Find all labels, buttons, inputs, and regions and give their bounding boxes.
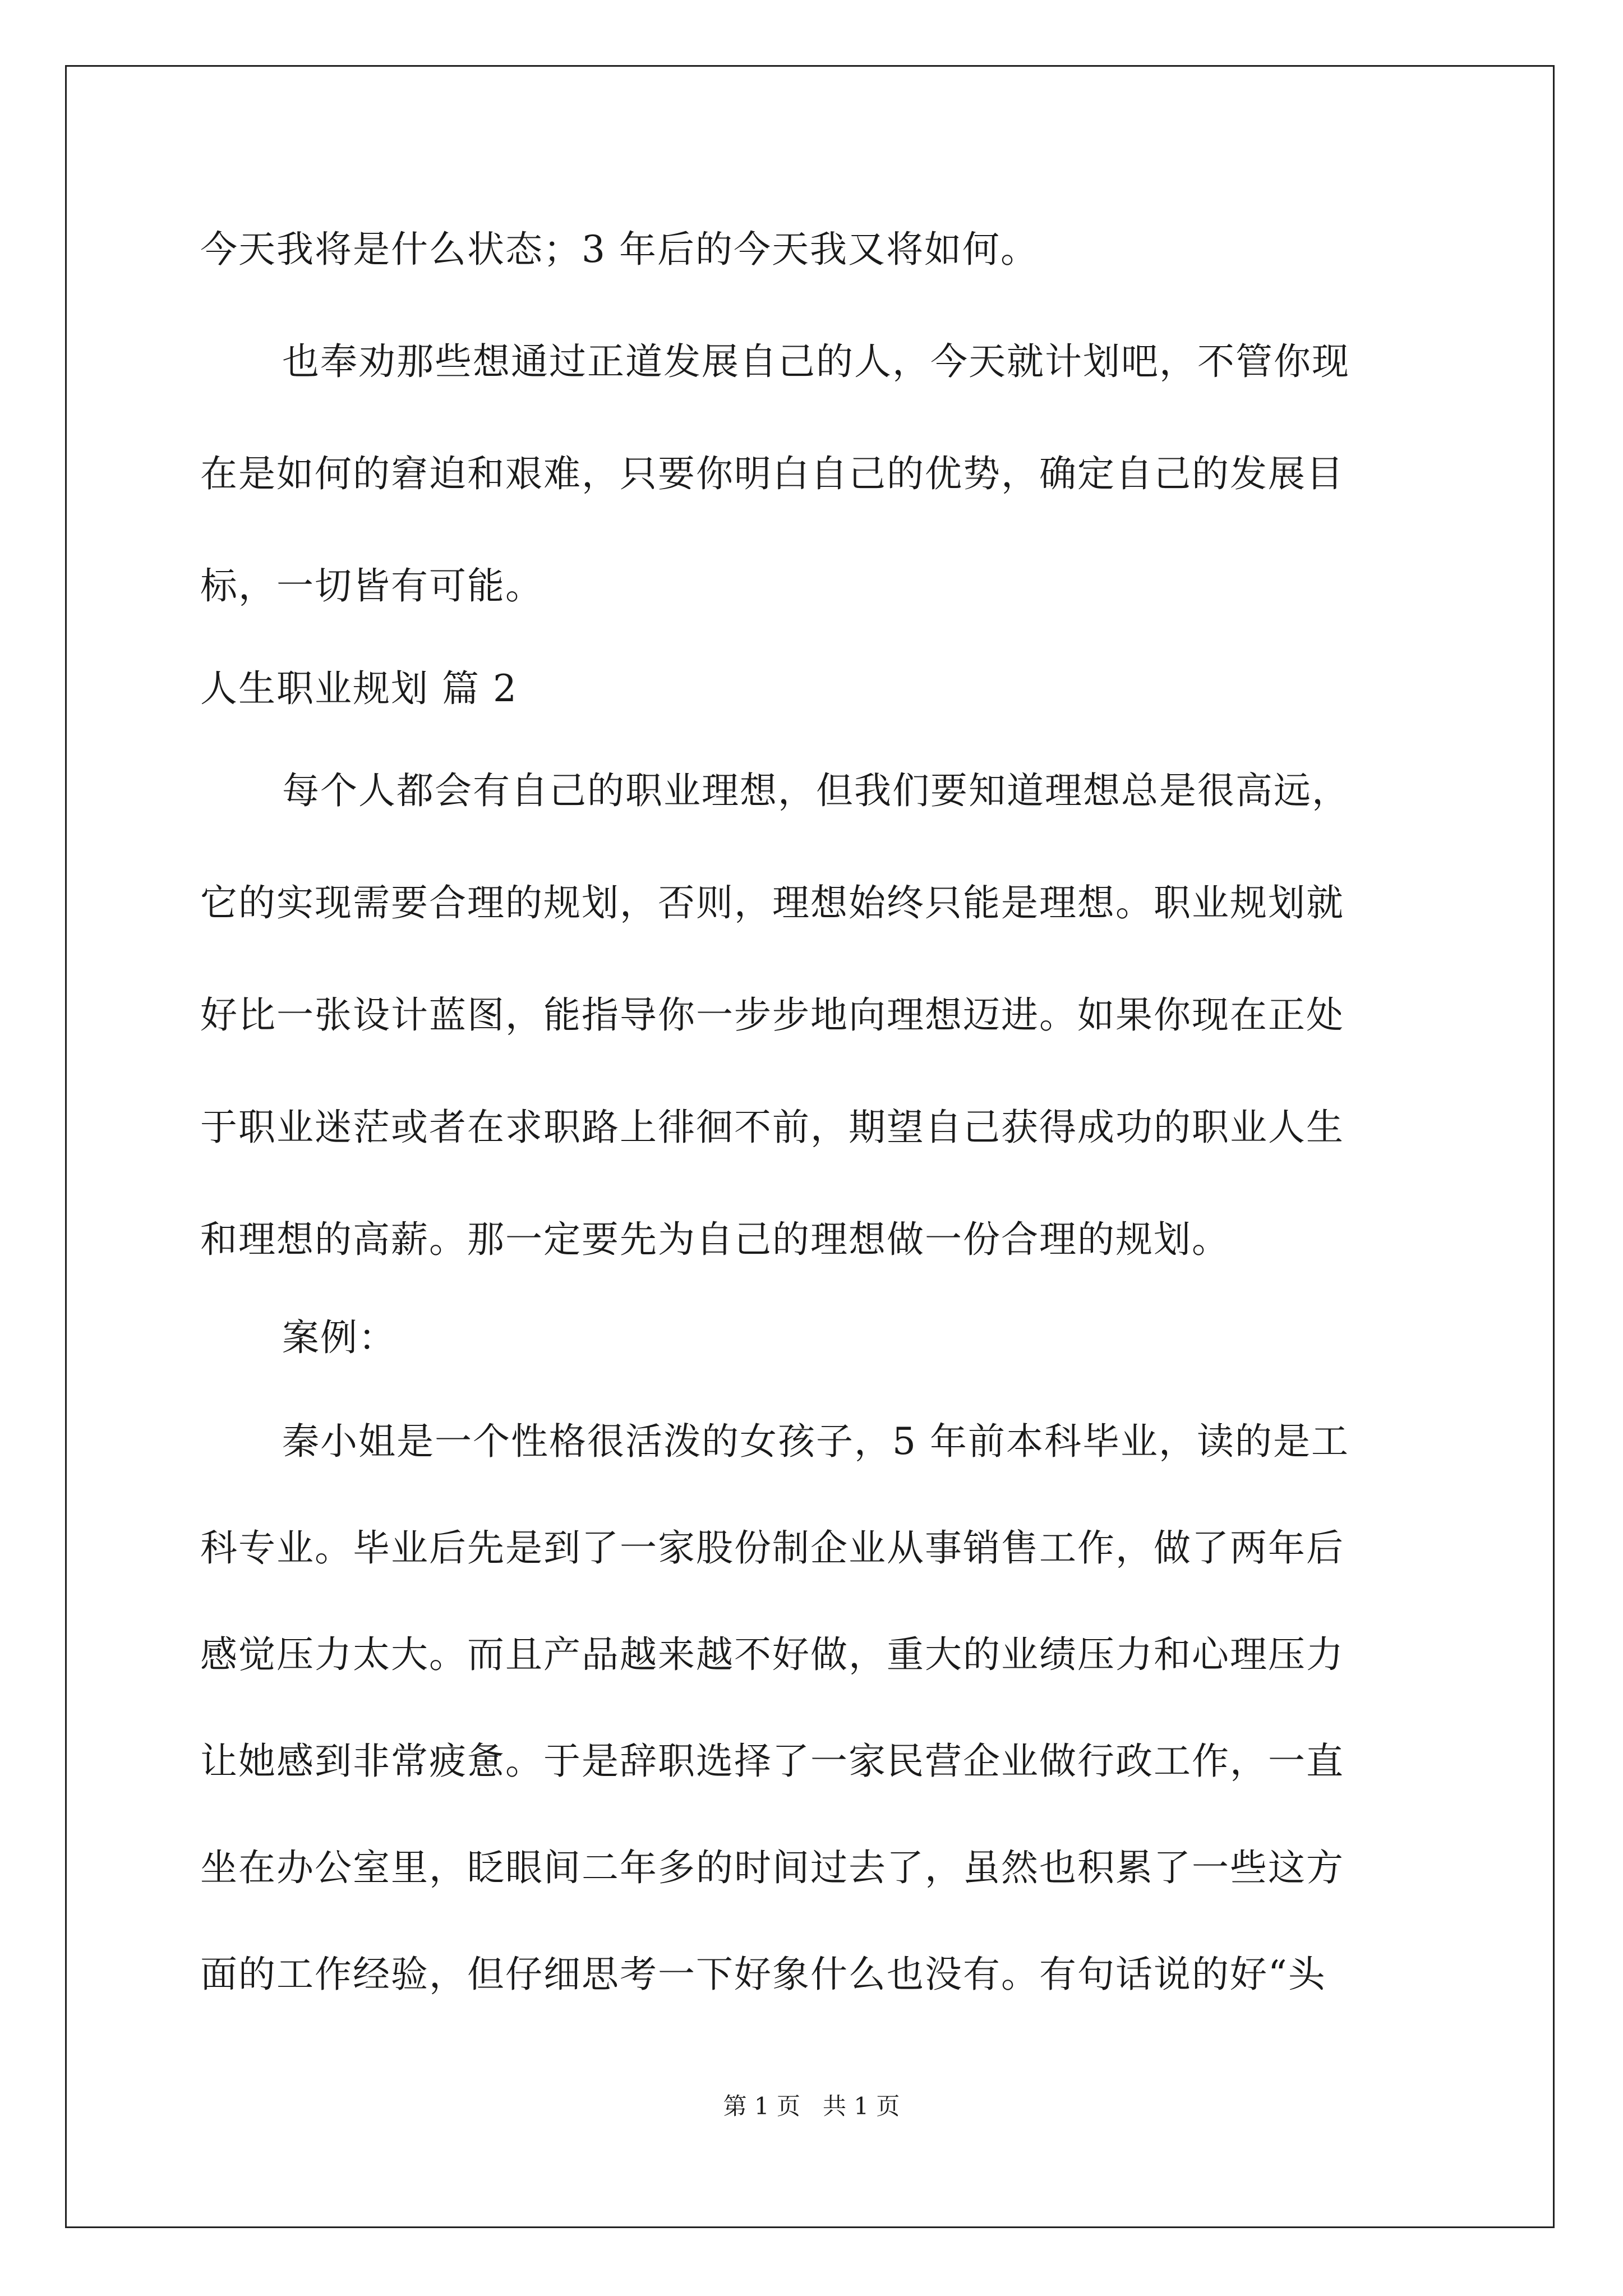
text-line: 每个人都会有自己的职业理想，但我们要知道理想总是很高远，: [282, 769, 1350, 812]
page-number: 第 1 页: [723, 2092, 800, 2120]
section-heading: 人生职业规划 篇 2: [200, 667, 518, 710]
text-line: 坐在办公室里，眨眼间二年多的时间过去了，虽然也积累了一些这方: [200, 1846, 1344, 1889]
text-line: 它的实现需要合理的规划，否则，理想始终只能是理想。职业规划就: [200, 881, 1344, 924]
text-line: 感觉压力太大。而且产品越来越不好做，重大的业绩压力和心理压力: [200, 1633, 1344, 1676]
text-line: 标，一切皆有可能。: [200, 564, 543, 608]
text-line: 案例：: [282, 1316, 396, 1359]
text-line: 秦小姐是一个性格很活泼的女孩子，5 年前本科毕业，读的是工: [282, 1420, 1349, 1463]
page-footer: [0, 2092, 1623, 2120]
text-line: 让她感到非常疲惫。于是辞职选择了一家民营企业做行政工作，一直: [200, 1740, 1344, 1783]
text-line: 于职业迷茫或者在求职路上徘徊不前，期望自己获得成功的职业人生: [200, 1106, 1344, 1149]
text-line: 也奉劝那些想通过正道发展自己的人，今天就计划吧，不管你现: [282, 340, 1350, 383]
text-line: 和理想的高薪。那一定要先为自己的理想做一份合理的规划。: [200, 1218, 1230, 1261]
page-total: 共 1 页: [823, 2092, 900, 2120]
text-line: 今天我将是什么状态；3 年后的今天我又将如何。: [200, 228, 1039, 271]
text-line: 面的工作经验，但仔细思考一下好象什么也没有。有句话说的好“头: [200, 1953, 1326, 1996]
text-line: 好比一张设计蓝图，能指导你一步步地向理想迈进。如果你现在正处: [200, 993, 1344, 1037]
text-line: 科专业。毕业后先是到了一家股份制企业从事销售工作，做了两年后: [200, 1526, 1344, 1570]
text-line: 在是如何的窘迫和艰难，只要你明白自己的优势，确定自己的发展目: [200, 452, 1344, 495]
